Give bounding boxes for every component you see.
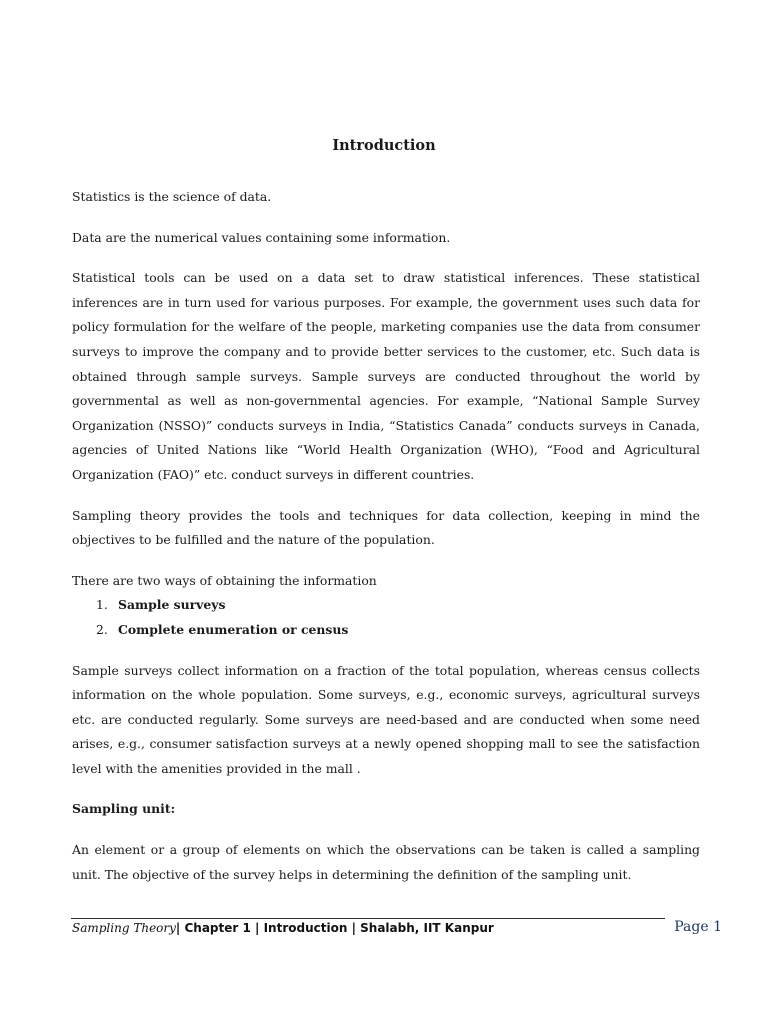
page-number: Page 1 bbox=[674, 919, 722, 935]
paragraph-5: There are two ways of obtaining the information bbox=[72, 572, 377, 588]
paragraph-4: Sampling theory provides the tools and techniques for data collection, keeping in mind the objectives to be fulfilled and the nature of the population. bbox=[72, 507, 700, 548]
section-heading: Sampling unit: bbox=[72, 801, 176, 817]
page-title: Introduction bbox=[332, 137, 436, 154]
footer-section: Introduction bbox=[263, 921, 348, 935]
footer-author: Shalabh, IIT Kanpur bbox=[360, 921, 494, 935]
section-paragraph: An element or a group of elements on which the observations can be taken is called a sampling unit. The objective of the survey helps in determining the definition of the sampling unit. bbox=[72, 842, 700, 882]
footer-separator: | bbox=[347, 921, 361, 935]
body-content bbox=[72, 185, 700, 903]
list-text: Complete enumeration or census bbox=[118, 621, 349, 637]
list-number: 2. bbox=[96, 621, 108, 637]
footer-separator: | bbox=[175, 921, 185, 935]
paragraph-6: Sample surveys collect information on a fraction of the total population, whereas census collects information on the whole population. Some surveys, e.g., economic surveys, agricultural surveys etc. are conducted regularly. Some surveys are need-based and are conducted when some need arises, e.g., consumer satisfaction surveys at a newly opened shopping mall to see the satisfaction level with the amenities provided in the mall . bbox=[72, 662, 700, 776]
list-item bbox=[72, 618, 700, 643]
footer-chapter: Chapter 1 bbox=[184, 921, 251, 935]
footer-separator: | bbox=[250, 921, 264, 935]
list-text: Sample surveys bbox=[118, 597, 226, 613]
ways-list bbox=[72, 593, 700, 642]
list-number: 1. bbox=[96, 597, 108, 613]
list-item bbox=[72, 593, 700, 618]
footer-divider bbox=[71, 918, 665, 919]
paragraph-1: Statistics is the science of data. bbox=[72, 189, 272, 204]
footer bbox=[72, 921, 494, 935]
paragraph-3: Statistical tools can be used on a data set to draw statistical inferences. These statistical inferences are in turn used for various purposes. For example, the government uses such data for policy formulation for the welfare of the people, marketing companies use the data from consumer surveys to improve the company and to provide better services to the customer, etc. Such data is obtained through sample surveys. Sample surveys are conducted throughout the world by governmental as well as non-governmental agencies. For example, “National Sample Survey Organization (NSSO)” conducts surveys in India, “Statistics Canada” conducts surveys in Canada, agencies of United Nations like “World Health Organization (WHO), “Food and Agricultural Organization (FAO)” etc. conduct surveys in different countries. bbox=[72, 270, 700, 482]
paragraph-2: Data are the numerical values containing some information. bbox=[72, 229, 451, 245]
footer-book: Sampling Theory bbox=[72, 921, 176, 935]
